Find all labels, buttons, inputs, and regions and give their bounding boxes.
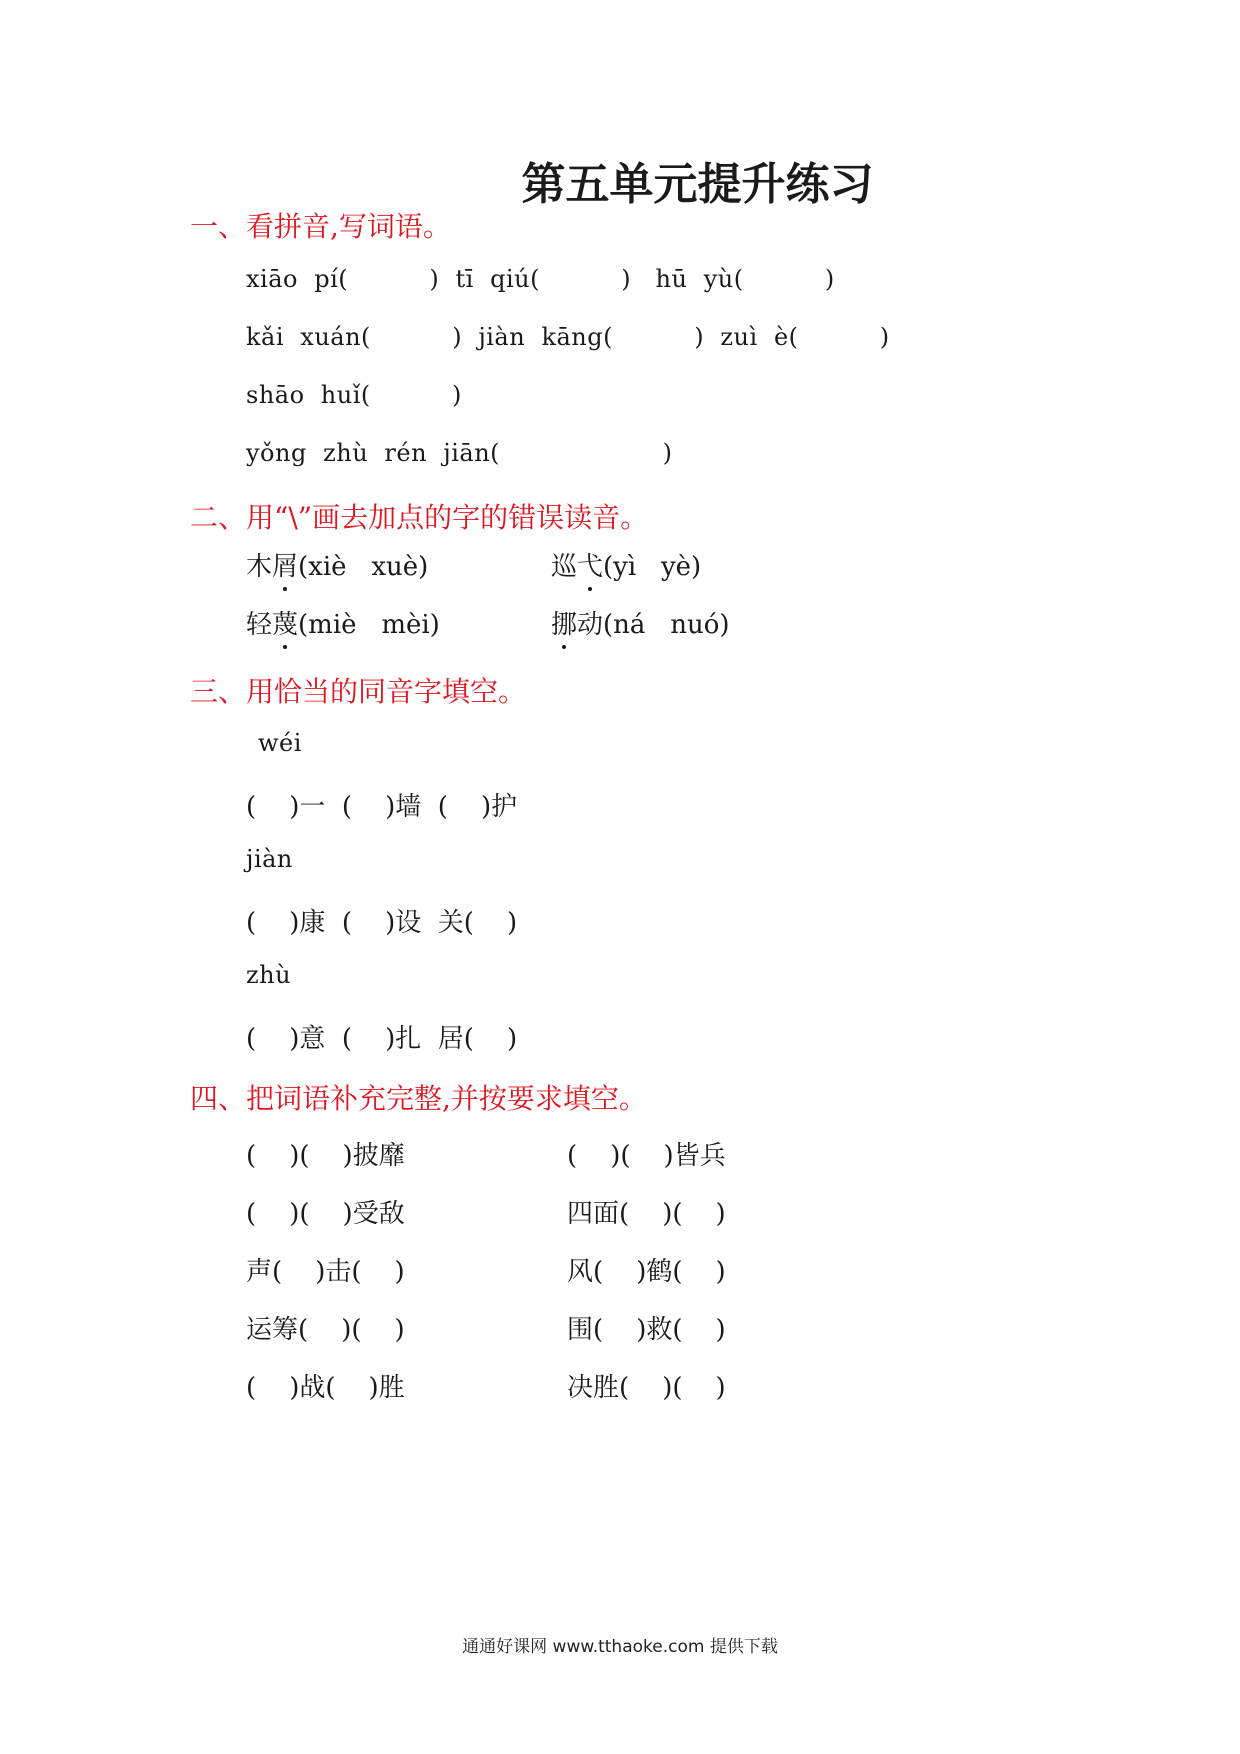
pinyin-row-4: yǒng zhù rén jiān( )	[246, 439, 673, 467]
reading-options: 动(ná nuó)	[577, 610, 730, 640]
idiom-item: ( )( )受敌	[246, 1199, 405, 1229]
reading-item-1	[246, 546, 428, 583]
reading-prefix: 木	[246, 552, 273, 582]
idiom-item: 运筹( )( )	[246, 1315, 405, 1345]
dotted-character: 挪	[551, 604, 577, 641]
footer-credit: 通通好课网 www.tthaoke.com 提供下载	[462, 1637, 778, 1657]
page-title: 第五单元提升练习	[521, 159, 874, 210]
reading-prefix: 轻	[246, 610, 273, 640]
reading-item-3	[246, 604, 440, 641]
homophone-blanks-2: ( )康 ( )设 关( )	[246, 908, 518, 938]
section-1-heading: 一、看拼音,写词语。	[190, 210, 451, 243]
idiom-item: 决胜( )( )	[567, 1373, 726, 1403]
idiom-item: ( )战( )胜	[246, 1373, 405, 1403]
homophone-pinyin-3: zhù	[246, 961, 292, 989]
homophone-pinyin-1: wéi	[258, 729, 302, 757]
pinyin-row-3: shāo huǐ( )	[246, 381, 462, 409]
dotted-character: 弋	[577, 546, 603, 583]
pinyin-row-1: xiāo pí( ) tī qiú( ) hū yù( )	[246, 265, 835, 293]
reading-options: (xiè xuè)	[298, 552, 429, 582]
homophone-pinyin-2: jiàn	[246, 845, 293, 873]
homophone-blanks-1: ( )一 ( )墙 ( )护	[246, 792, 518, 822]
dotted-character: 屑	[272, 546, 298, 583]
section-3-heading: 三、用恰当的同音字填空。	[190, 675, 527, 708]
reading-item-2	[551, 546, 701, 583]
dotted-character: 蔑	[272, 604, 298, 641]
homophone-blanks-3: ( )意 ( )扎 居( )	[246, 1024, 518, 1054]
idiom-item: 风( )鹤( )	[567, 1257, 726, 1287]
reading-prefix: 巡	[551, 552, 578, 582]
idiom-item: ( )( )披靡	[246, 1141, 405, 1171]
section-2-heading: 二、用“\”画去加点的字的错误读音。	[190, 501, 649, 534]
section-4-heading: 四、把词语补充完整,并按要求填空。	[190, 1082, 647, 1115]
idiom-item: 声( )击( )	[246, 1257, 405, 1287]
reading-options: (yì yè)	[603, 552, 702, 582]
reading-options: (miè mèi)	[298, 610, 440, 640]
pinyin-row-2: kǎi xuán( ) jiàn kāng( ) zuì è( )	[246, 323, 890, 351]
idiom-item: 四面( )( )	[567, 1199, 726, 1229]
idiom-item: 围( )救( )	[567, 1315, 726, 1345]
reading-item-4	[551, 604, 730, 641]
idiom-item: ( )( )皆兵	[567, 1141, 726, 1171]
